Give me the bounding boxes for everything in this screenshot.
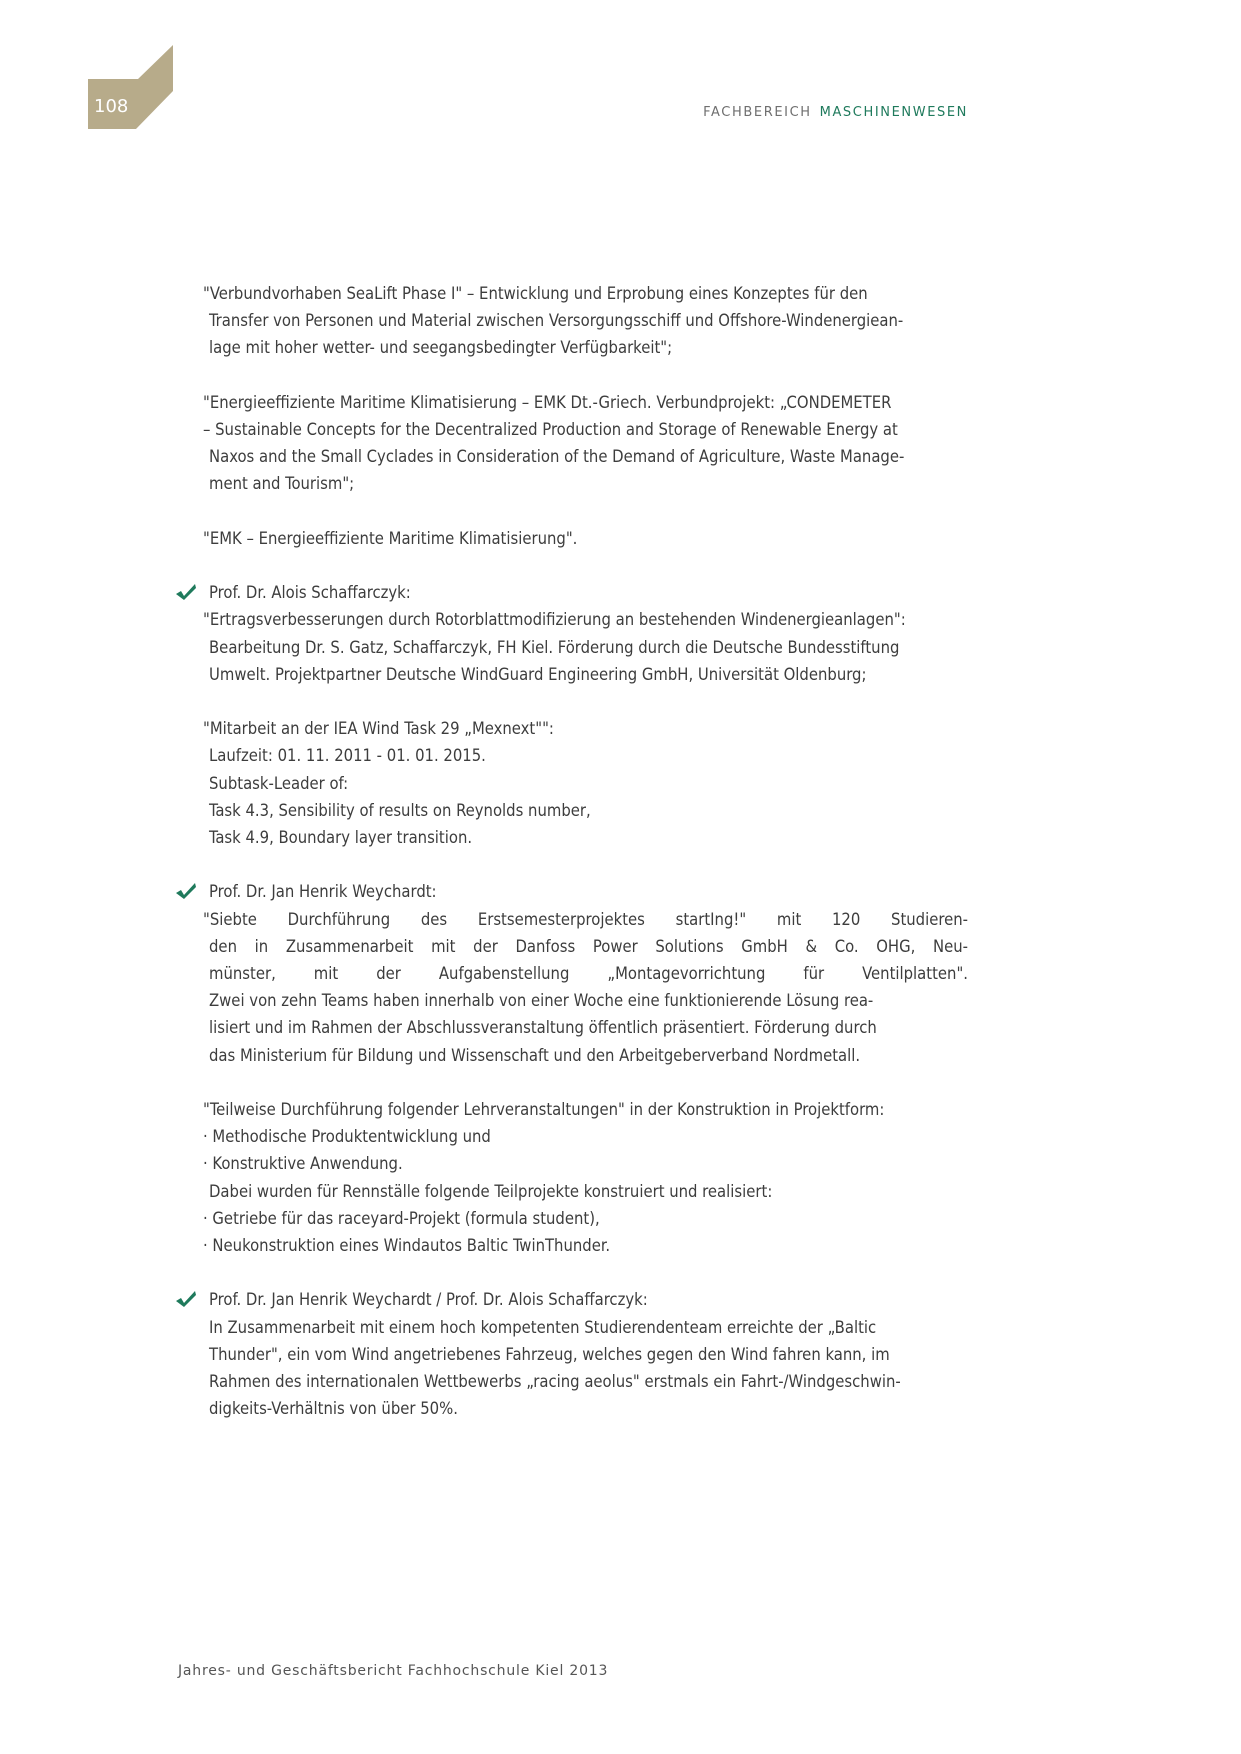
text-line: lage mit hoher wetter- und seegangsbedingter Verfügbarkeit";: [209, 338, 673, 358]
section-schaffarczyk: [203, 579, 973, 851]
text-line: "Siebte Durchführung des Erstsemesterprojektes startIng!" mit 120 Studieren-: [203, 909, 968, 929]
text-line: Umwelt. Projektpartner Deutsche WindGuard Engineering GmbH, Universität Oldenburg;: [209, 664, 867, 684]
section-heading: [203, 579, 973, 606]
list-item: · Konstruktive Anwendung.: [203, 1154, 403, 1174]
check-icon: [175, 582, 197, 602]
text-line: Laufzeit: 01. 11. 2011 - 01. 01. 2015.: [209, 746, 486, 766]
page-footer: Jahres- und Geschäftsbericht Fachhochschule Kiel 2013: [178, 1663, 609, 1679]
paragraph-starting: [203, 906, 968, 1069]
section-heading: [203, 1286, 973, 1313]
paragraph-rotorblatt: [203, 606, 973, 688]
paragraph-baltic-thunder: [203, 1314, 973, 1423]
check-icon: [175, 881, 197, 901]
paragraph-emk-condemeter: [203, 389, 973, 498]
text-line: das Ministerium für Bildung und Wissenschaft und den Arbeitgeberverband Nordmetall.: [209, 1045, 861, 1065]
text-line: – Sustainable Concepts for the Decentralized Production and Storage of Renewable Energy at: [203, 420, 898, 439]
paragraph-lehrveranstaltungen: [203, 1096, 973, 1259]
text-line: Task 4.3, Sensibility of results on Reynolds number,: [209, 800, 591, 820]
text-line: lisiert und im Rahmen der Abschlussveranstaltung öffentlich präsentiert. Förderung durch: [209, 1018, 877, 1038]
text-line: Thunder", ein vom Wind angetriebenes Fahrzeug, welches gegen den Wind fahren kann, im: [209, 1344, 890, 1364]
text-line: "Mitarbeit an der IEA Wind Task 29 „Mexnext"":: [203, 719, 554, 739]
text-line: den in Zusammenarbeit mit der Danfoss Power Solutions GmbH & Co. OHG, Neu-: [209, 936, 968, 956]
paragraph-emk: [203, 525, 973, 552]
text-line: Zwei von zehn Teams haben innerhalb von einer Woche eine funktionierende Lösung rea-: [209, 991, 874, 1011]
header-accent: MASCHINENWESEN: [819, 105, 968, 120]
section-weychardt: [203, 878, 973, 1259]
text-line: Dabei wurden für Rennställe folgende Teilprojekte konstruiert und realisiert:: [209, 1181, 773, 1201]
text-line: "Energieeffiziente Maritime Klimatisierung – EMK Dt.-Griech. Verbundprojekt: „CONDEMETER: [203, 392, 892, 412]
text-line: münster, mit der Aufgabenstellung „Montagevorrichtung für Ventilplatten".: [209, 964, 968, 983]
text-line: Subtask-Leader of:: [209, 773, 349, 793]
heading-text: Prof. Dr. Alois Schaffarczyk:: [209, 583, 411, 603]
text-line: Rahmen des internationalen Wettbewerbs „racing aeolus" erstmals ein Fahrt-/Windgeschwin-: [209, 1372, 901, 1392]
paragraph-sealift: [203, 280, 973, 362]
section-heading: [203, 878, 973, 905]
text-line: Naxos and the Small Cyclades in Consideration of the Demand of Agriculture, Waste Manage-: [209, 447, 905, 467]
text-line: In Zusammenarbeit mit einem hoch kompetenten Studierendenteam erreichte der „Baltic: [209, 1317, 877, 1337]
main-content: [203, 280, 973, 1422]
text-line: "Ertragsverbesserungen durch Rotorblattmodifizierung an bestehenden Windenergieanlagen":: [203, 610, 906, 630]
text-line: digkeits-Verhältnis von über 50%.: [209, 1399, 458, 1419]
text-line: "Teilweise Durchführung folgender Lehrveranstaltungen" in der Konstruktion in Projektform:: [203, 1100, 885, 1119]
page-header: [703, 105, 968, 120]
text-line: ment and Tourism";: [209, 474, 355, 494]
text-line: "Verbundvorhaben SeaLift Phase I" – Entwicklung und Erprobung eines Konzeptes für den: [203, 284, 868, 303]
section-weychardt-schaffarczyk: [203, 1286, 973, 1422]
heading-text: Prof. Dr. Jan Henrik Weychardt / Prof. Dr. Alois Schaffarczyk:: [209, 1290, 648, 1310]
text-line: Transfer von Personen und Material zwischen Versorgungsschiff und Offshore-Windenergiean-: [209, 311, 904, 331]
list-item: · Methodische Produktentwicklung und: [203, 1127, 491, 1147]
check-icon: [175, 1289, 197, 1309]
list-item: · Neukonstruktion eines Windautos Baltic TwinThunder.: [203, 1236, 611, 1256]
text-line: Task 4.9, Boundary layer transition.: [209, 828, 473, 847]
text-line: "EMK – Energieeffiziente Maritime Klimatisierung".: [203, 528, 578, 548]
list-item: · Getriebe für das raceyard-Projekt (formula student),: [203, 1208, 600, 1228]
heading-text: Prof. Dr. Jan Henrik Weychardt:: [209, 882, 437, 902]
paragraph-iea-wind: [203, 715, 973, 851]
header-label: FACHBEREICH: [703, 105, 812, 120]
page-number: 108: [94, 96, 129, 117]
text-line: Bearbeitung Dr. S. Gatz, Schaffarczyk, FH Kiel. Förderung durch die Deutsche Bundesstiftung: [209, 637, 900, 657]
